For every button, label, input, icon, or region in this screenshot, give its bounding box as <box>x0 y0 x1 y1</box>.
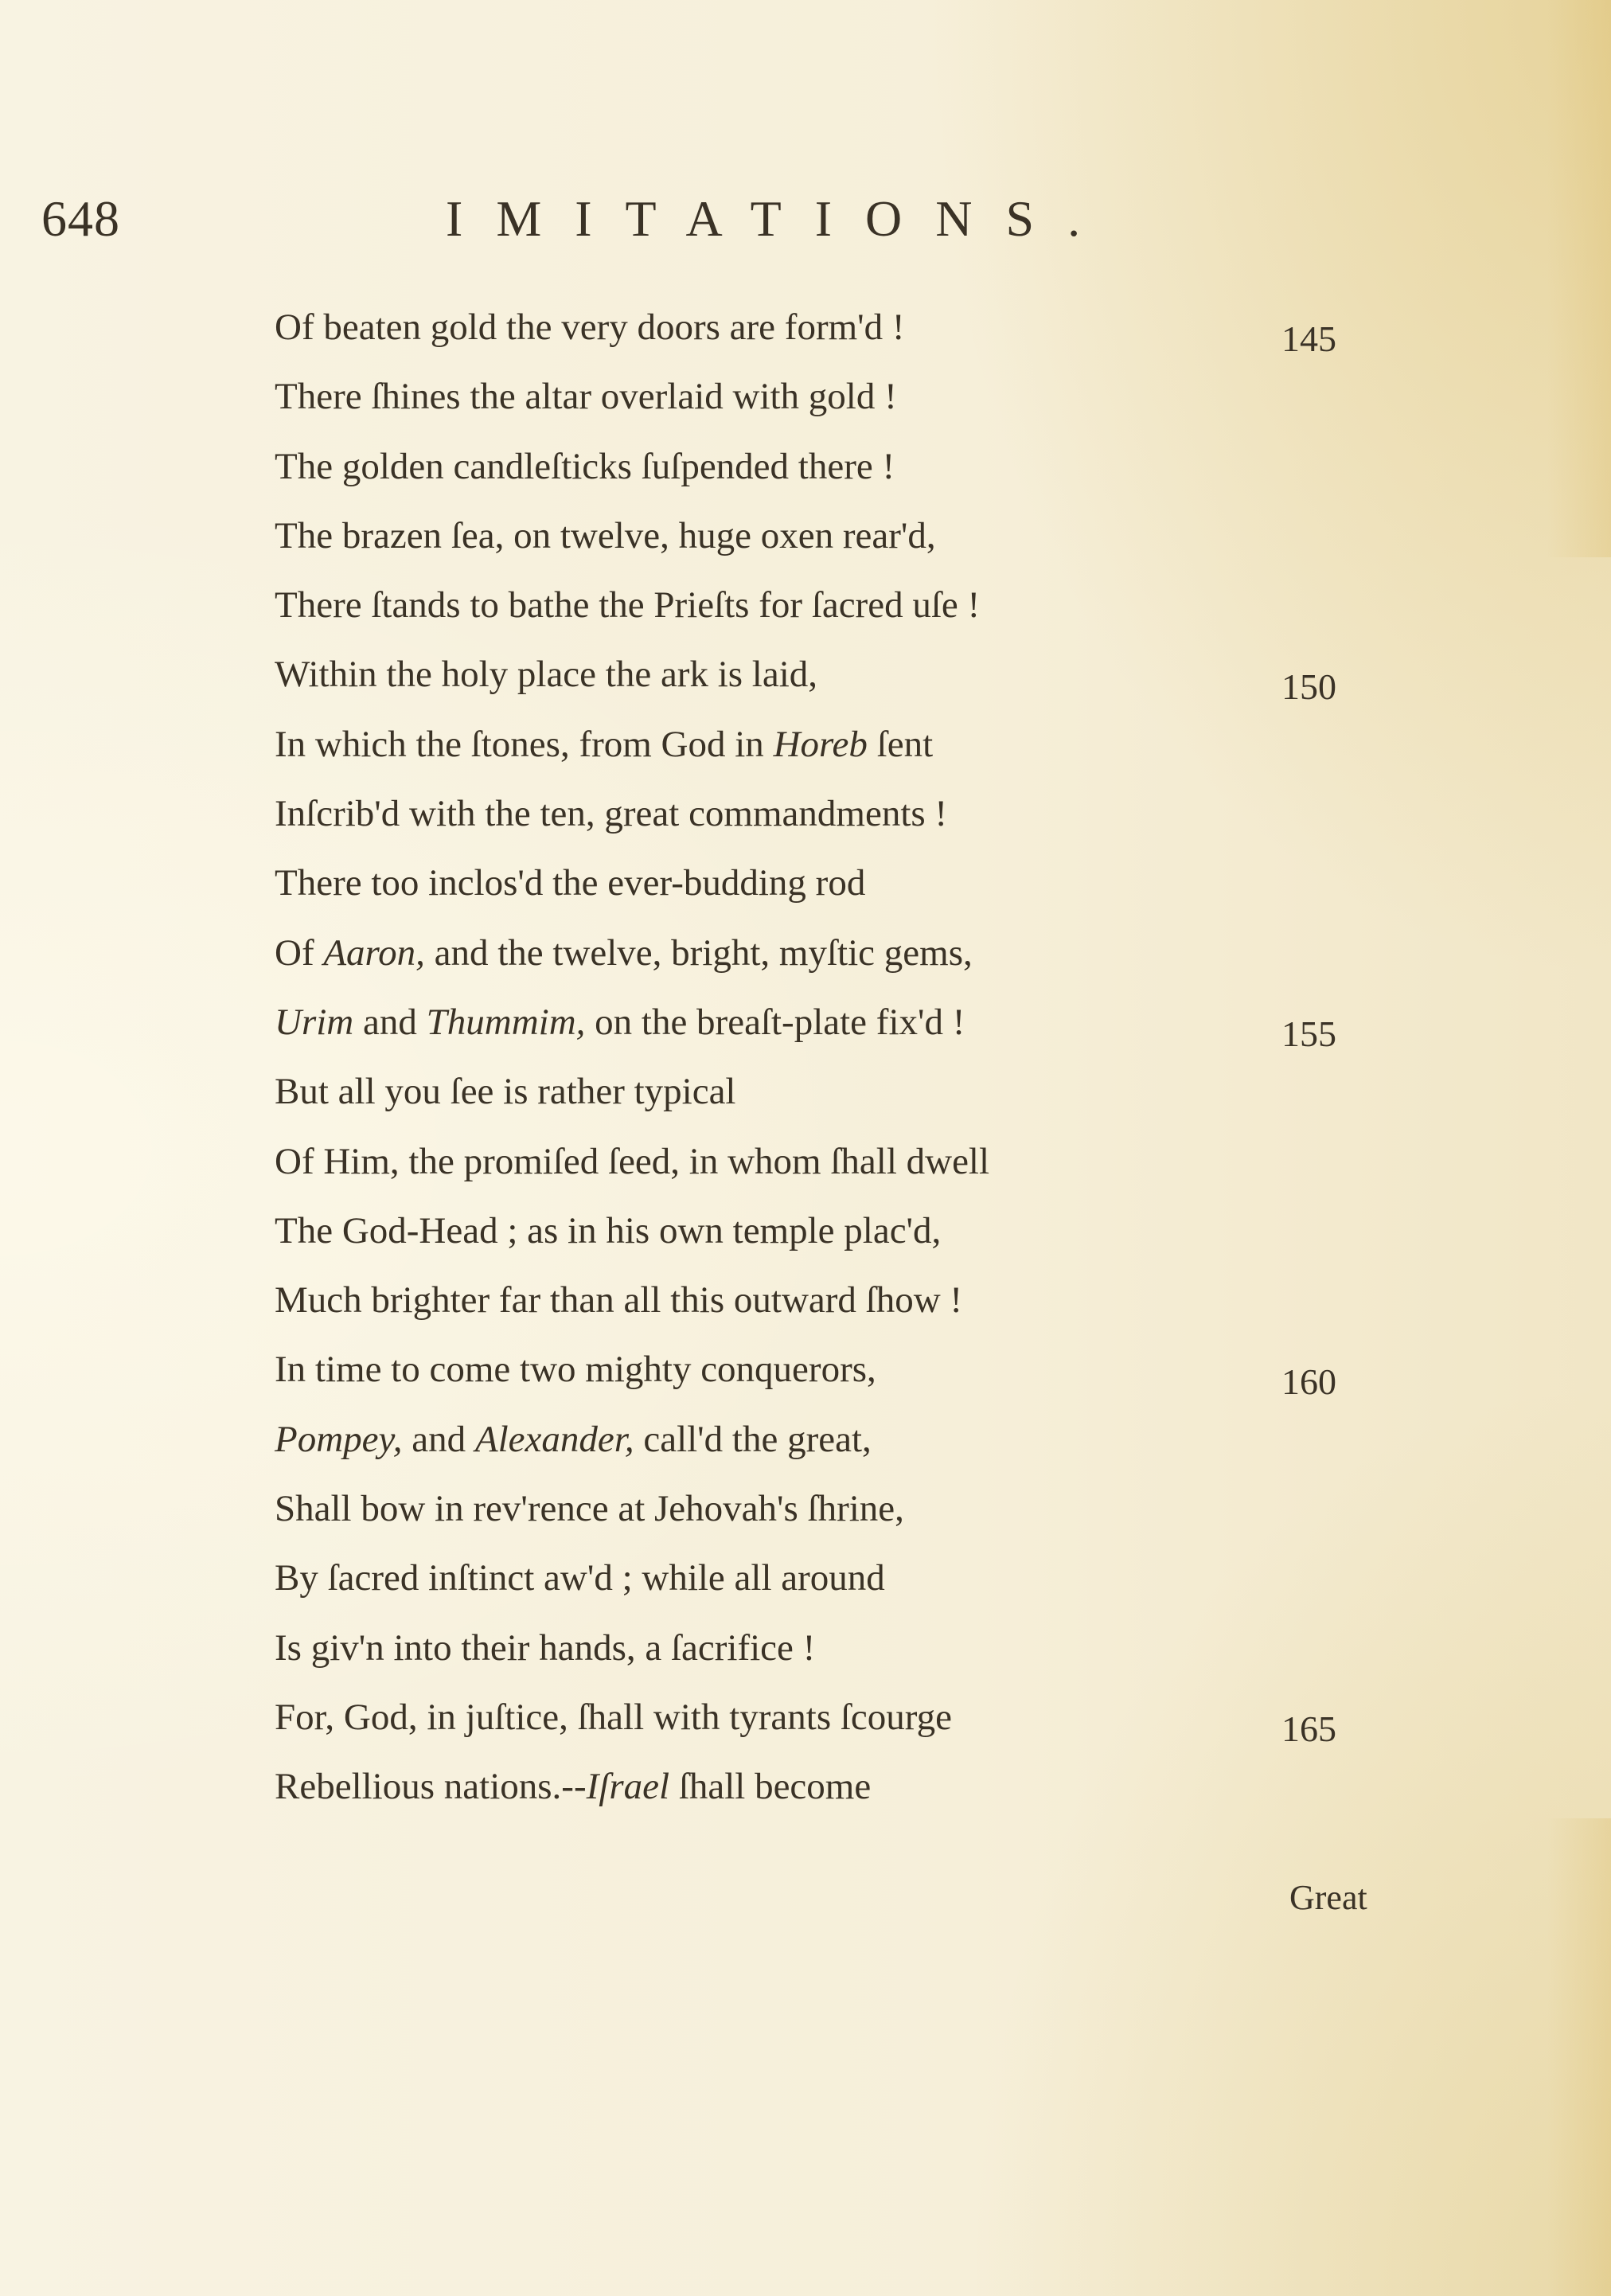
line-text: There ſhines the altar overlaid with gold ! <box>275 376 897 418</box>
verse-line <box>275 293 989 362</box>
verse-line <box>275 849 989 918</box>
line-text: Of <box>275 931 324 974</box>
running-head: IMITATIONS. <box>446 190 1114 247</box>
verse-line <box>275 1614 989 1683</box>
line-text: For, God, in juſtice, ſhall with tyrants ſcourge <box>275 1696 952 1738</box>
line-text: Rebellious nations.-- <box>275 1766 587 1808</box>
line-text: Inſcrib'd with the ten, great commandments ! <box>275 793 948 835</box>
line-text: There ſtands to bathe the Prieſts for ſacred uſe ! <box>275 584 981 627</box>
line-text: There too inclos'd the ever-budding rod <box>275 862 866 904</box>
catchword: Great <box>1289 1878 1367 1917</box>
verse-line <box>275 1683 989 1752</box>
line-text: The brazen ſea, on twelve, huge oxen rear'd, <box>275 514 936 556</box>
line-text: and the twelve, bright, myſtic gems, <box>424 931 973 974</box>
line-text: Shall bow in rev'rence at Jehovah's ſhrine, <box>275 1488 904 1530</box>
page-number: 648 <box>41 190 120 247</box>
italic-text: Pompey, <box>275 1418 403 1460</box>
verse-line <box>275 571 989 640</box>
line-text: In which the ſtones, from God in <box>275 723 774 765</box>
verse-line <box>275 502 989 571</box>
line-number: 145 <box>1281 318 1336 359</box>
verse-line <box>275 1057 989 1127</box>
italic-text: Iſrael <box>586 1766 670 1808</box>
verse-line <box>275 640 989 709</box>
verse-line <box>275 362 989 431</box>
italic-text: Aaron, <box>323 931 425 974</box>
line-text: The God-Head ; as in his own temple plac'd, <box>275 1209 942 1251</box>
paper-stain <box>1547 0 1611 557</box>
line-text: and <box>402 1418 475 1460</box>
verse-line <box>275 1405 989 1474</box>
line-number: 165 <box>1281 1708 1336 1749</box>
paper-stain <box>1547 1818 1611 2296</box>
line-text: on the breaſt-plate fix'd ! <box>585 1001 965 1043</box>
verse-line <box>275 1197 989 1266</box>
line-text: Of Him, the promiſed ſeed, in whom ſhall dwell <box>275 1140 990 1182</box>
line-number: 155 <box>1281 1013 1336 1054</box>
italic-text: Horeb <box>773 723 868 765</box>
line-text: In time to come two mighty conquerors, <box>275 1349 876 1391</box>
line-text: and <box>353 1001 427 1043</box>
verse-line <box>275 1127 989 1197</box>
verse-line <box>275 1474 989 1544</box>
line-text: Is giv'n into their hands, a ſacrifice ! <box>275 1626 816 1669</box>
verse-block <box>275 293 989 1822</box>
line-text: But all you ſee is rather typical <box>275 1071 736 1113</box>
verse-line <box>275 919 989 988</box>
verse-line <box>275 779 989 849</box>
verse-line <box>275 1752 989 1822</box>
line-text: Much brighter far than all this outward ſhow ! <box>275 1279 963 1322</box>
line-text: The golden candleſticks ſuſpended there ! <box>275 445 895 487</box>
italic-text: Alexander, <box>474 1418 634 1460</box>
verse-line <box>275 1335 989 1404</box>
line-text: ſhall become <box>669 1766 872 1808</box>
line-text: ſent <box>867 723 934 765</box>
verse-line <box>275 1266 989 1335</box>
verse-line <box>275 432 989 502</box>
line-text: call'd the great, <box>634 1418 872 1460</box>
line-number: 150 <box>1281 666 1336 707</box>
line-text: Of beaten gold the very doors are form'd ! <box>275 307 905 348</box>
italic-text: Thummim, <box>426 1001 586 1043</box>
italic-text: Urim <box>275 1001 354 1043</box>
verse-line <box>275 710 989 779</box>
verse-line <box>275 1544 989 1613</box>
line-text: Within the holy place the ark is laid, <box>275 654 818 696</box>
verse-line <box>275 988 989 1057</box>
line-number: 160 <box>1281 1361 1336 1402</box>
line-text: By ſacred inſtinct aw'd ; while all around <box>275 1557 885 1599</box>
